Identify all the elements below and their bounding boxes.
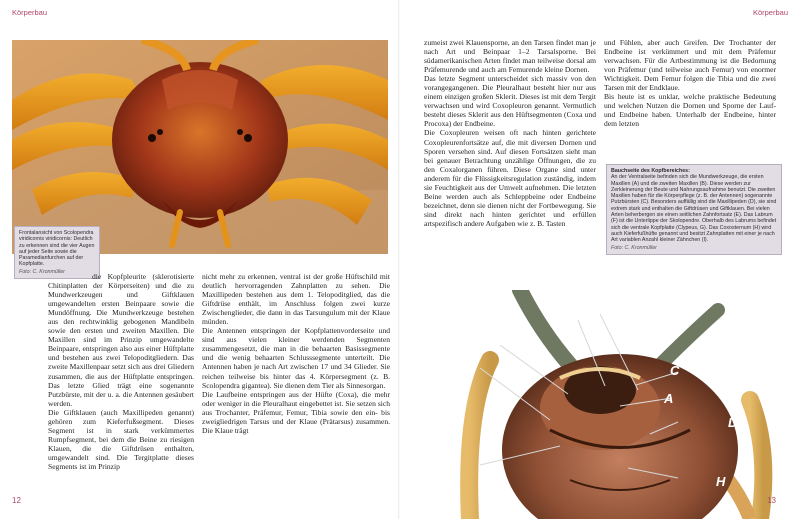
photo-centipede-ventral [450,290,788,519]
label-c: C [670,363,680,378]
caption-credit: Foto: C. Kronmüller [611,244,657,251]
photo-centipede-frontal [12,40,388,254]
paragraph: Die Coxopleuren weisen oft nach hinten gerichtete Coxopleurenfortsätze auf, die mit diversen Dornen und Sporen versehen sind. Auf diesen Fortsätzen sieht man bei genauer Betrachtung unzählige Öffnungen, die zu den Coxalorganen führen. Diese Organe sind unter anderem für die Flüssigkeitsregulation zuständig, indem sie Feuchtigkeit aus der Umwelt aufnehmen. Die letzten Beine werden auch als Schleppbeine oder Endbeine bezeichnet, denn sie dienen nicht der Fortbewegung. Sie sind direkt nach hinten gerichtet und erfüllen artspezifisch andere Aufgaben wie z. B. Tasten [424,128,596,228]
paragraph: Die Giftklauen (auch Maxillipeden genannt) gehören zum Kieferfußsegment. Dieses Segment ist in stark verkümmertes Rumpfsegment, bei dem die Beine zu riesigen Klauen, die die Giftdrüsen enthalten, umgewandelt sind. Die Tergitplatte dieses Segments ist im Prinzip [48,407,194,471]
paragraph: Die Antennen entspringen der Kopfplattenvorderseite und sind aus vielen kleiner werdenden Segmenten zusammengesetzt, die man in die behaarten Basissegmente und die wenig behaarten Schlusssegmente unterteilt. Die Antennen haben je nach Art zwischen 17 und 34 Glieder. Sie reichen teilweise bis hinter das 4. Körpersegment (z. B. Scolopendra gigantea). Sie dienen dem Tier als Sinnesorgan. [202,326,390,390]
caption-credit: Foto: C. Kronmüller [19,268,65,275]
photo-caption-ventral [606,164,782,255]
paragraph: nicht mehr zu erkennen, ventral ist der große Hüftschild mit deutlich hervorragenden Zahnplatten zu sehen. Die Maxillipeden bestehen aus dem 1. Telopoditglied, das die Giftdrüse enthält, im Anschluss folgen zwei kurze Zwischenglieder, die dann in das Tarsungulum mit der Klaue münden. [202,272,390,327]
label-h: H [716,474,726,489]
paragraph: Das letzte Segment unterscheidet sich massiv von den vorangegangenen. Die Pleuralhaut besteht hier nur aus einem einzigen großen Sklerit. Dieses ist mit dem Tergit verwachsen und wird Coxopleuron genannt. Vermutlich besteht dieses Sklerit aus den Hüftsegmenten (Coxa und Procoxa) der Endbeine. [424,74,596,129]
paragraph: zumeist zwei Klauensporne, an den Tarsen findet man je nach Art und Beinpaar 1–2 Tarsalsporne. Bei südamerikanischen Arten findet man teilweise dorsal am Präfemurende und auch am Femurende kleine Dornen. [424,38,596,75]
running-header-left: Körperbau [12,8,48,17]
label-b: B [650,302,660,317]
caption-text: An der Ventralseite befinden sich die Mundwerkzeuge, die ersten Maxillen (A) und die zweiten Maxillen (B). Diese werden zur Zerkleinerung der Beute und Nahrungsaufnahme benutzt. Die zweiten Maxillen haben für die Körperpflege (z. B. der Antennen) sogenannte Putzbürsten (C). Besonders auffällig sind die Maxillipeden (D), sie sind extrem stark und enthalten die Giftdrüsen und Giftklauen. Bei vielen Arten beherbergen sie einen seitlichen Zahnfortsatz (E). Das Labrum (F) ist die Unterlippe der Skolopendre. Oberhalb des Labrums befindet sich die ventrale Kopfplatte (Clypeus, G). Das Coxosternum (H) wird auch Kieferfußhüfte genannt und besitzt Zahnplatten mit einer je nach Art variablen Anzahl kleiner Zähnchen (I). [611,174,777,244]
label-f: F [478,328,486,343]
page-number-right: 13 [767,496,776,505]
caption-text: Frontalansicht von Scolopendra viridicornis viridicornis: Deutlich zu erkennen sind die vier Augen auf jeder Seite sowie die Paramedianfurchen auf der Kopfplatte. [19,230,95,268]
paragraph: und Fühlen, aber auch Greifen. Der Trochanter der Endbeine ist verkümmert und mit dem Präfemur verwachsen. Für die Artbestimmung ist die Bedornung von Präfemur (und teilweise auch Femur) von enormer Wichtigkeit. Dem Femur folgen die Tibia und die zwei Tarsen mit der Endklaue. [604,38,776,93]
paragraph: die Kopfpleurite (sklerotisierte Chitinplatten der Körperseiten) und die zu Mundwerkzeugen und Giftklauen umgewandelten ersten Beinpaare sowie die Mundöffnung. Die Mundwerkzeuge bestehen aus den rechtwinklig gebogenen Mandibeln sowie den ersten und zweiten Maxillen. Die Maxillen sind im Prinzip umgewandelte Beinpaare, entspringen also aus einer Hüftplatte und bestehen aus zwei Telopoditgliedern. Das zweite Maxillenpaar setzt sich aus drei Gliedern zusammen, die aus der Hüftplatte entspringen. Das letzte Glied trägt eine sogenannte Putzbürste, mit der u. a. die Antennen gesäubert werden. [48,272,194,408]
label-a: A [664,391,674,406]
running-header-right: Körperbau [752,8,788,17]
paragraph: Die Laufbeine entspringen aus der Hüfte (Coxa), die mehr oder weniger in die Pleuralhaut eingebettet ist. Sie setzen sich aus Trochanter, Präfemur, Femur, Tibia sowie den ein- bis zweigliedrigen Tarsus und der Klaue (Prätarsus) zusammen. Die Klaue trägt [202,389,390,435]
centipede-ventral-illustration [450,290,788,519]
text-column-4 [604,38,776,128]
label-d: D [728,415,738,430]
label-e: E [444,350,453,365]
text-column-3 [424,38,596,228]
caption-title: Bauchseite des Kopfbereiches: [611,168,690,174]
centipede-frontal-illustration [12,40,388,254]
text-column-1 [48,272,194,471]
label-g: G [602,302,613,317]
page-right [400,0,800,519]
paragraph: Bis heute ist es unklar, welche praktische Bedeutung und welchen Nutzen die Dornen und Sporne der Lauf- und Endbeine haben. Unterhalb der Endbeine, hinter dem letzten [604,92,776,129]
text-column-2 [202,272,390,435]
page-number-left: 12 [12,496,21,505]
label-i: I [438,457,442,472]
